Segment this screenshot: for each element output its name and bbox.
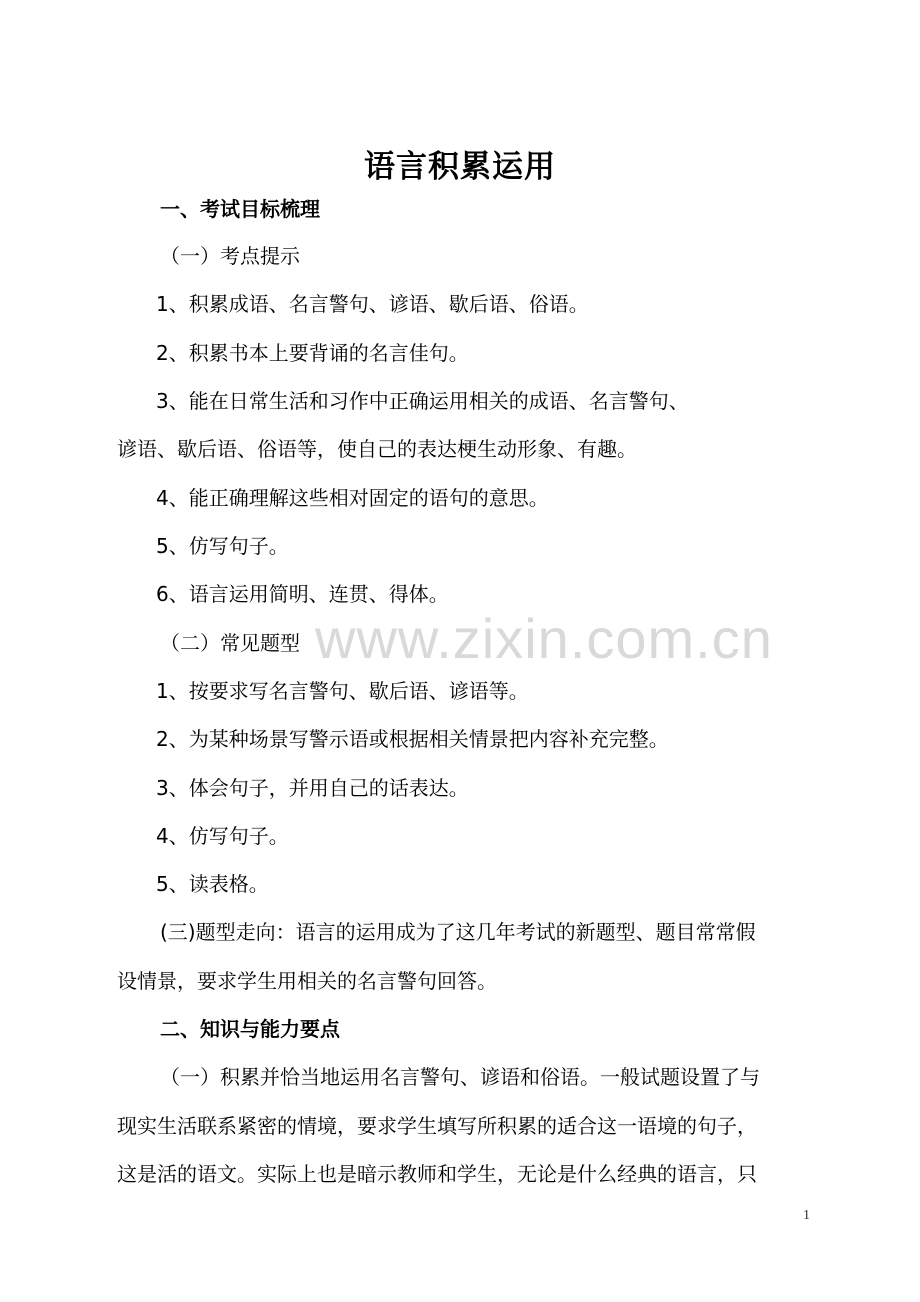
section-heading-2: 二、知识与能力要点	[160, 1017, 340, 1041]
paragraph-line: 设情景，要求学生用相关的名言警句回答。	[117, 969, 497, 993]
paragraph-line: 现实生活联系紧密的情境，要求学生填写所积累的适合这一语境的句子，	[117, 1114, 757, 1138]
list-item: 5、读表格。	[156, 872, 269, 896]
list-item: 3、体会句子，并用自己的话表达。	[156, 776, 469, 800]
subsection-heading: （一）考点提示	[160, 244, 300, 268]
list-item: 4、仿写句子。	[156, 824, 289, 848]
list-item: 5、仿写句子。	[156, 534, 289, 558]
watermark: www.zixin.com.cn	[315, 607, 773, 670]
paragraph-line: 这是活的语文。实际上也是暗示教师和学生，无论是什么经典的语言，只	[117, 1162, 757, 1186]
page-number: 1	[803, 1208, 810, 1223]
list-item: 1、积累成语、名言警句、谚语、歇后语、俗语。	[156, 292, 589, 316]
list-item: 6、语言运用简明、连贯、得体。	[156, 582, 449, 606]
list-item: 2、为某种场景写警示语或根据相关情景把内容补充完整。	[156, 727, 669, 751]
section-heading-1: 一、考试目标梳理	[160, 197, 320, 221]
list-item: 2、积累书本上要背诵的名言佳句。	[156, 341, 469, 365]
list-item: 3、能在日常生活和习作中正确运用相关的成语、名言警句、	[156, 389, 689, 413]
paragraph-line: （一）积累并恰当地运用名言警句、谚语和俗语。一般试题设置了与	[160, 1065, 760, 1089]
document-title: 语言积累运用	[364, 149, 556, 185]
list-item-continuation: 谚语、歇后语、俗语等，使自己的表达梗生动形象、有趣。	[117, 437, 637, 461]
paragraph-line: (三)题型走向：语言的运用成为了这几年考试的新题型、题目常常假	[160, 920, 756, 944]
subsection-heading: （二）常见题型	[160, 631, 300, 655]
list-item: 1、按要求写名言警句、歇后语、谚语等。	[156, 679, 529, 703]
list-item: 4、能正确理解这些相对固定的语句的意思。	[156, 486, 549, 510]
